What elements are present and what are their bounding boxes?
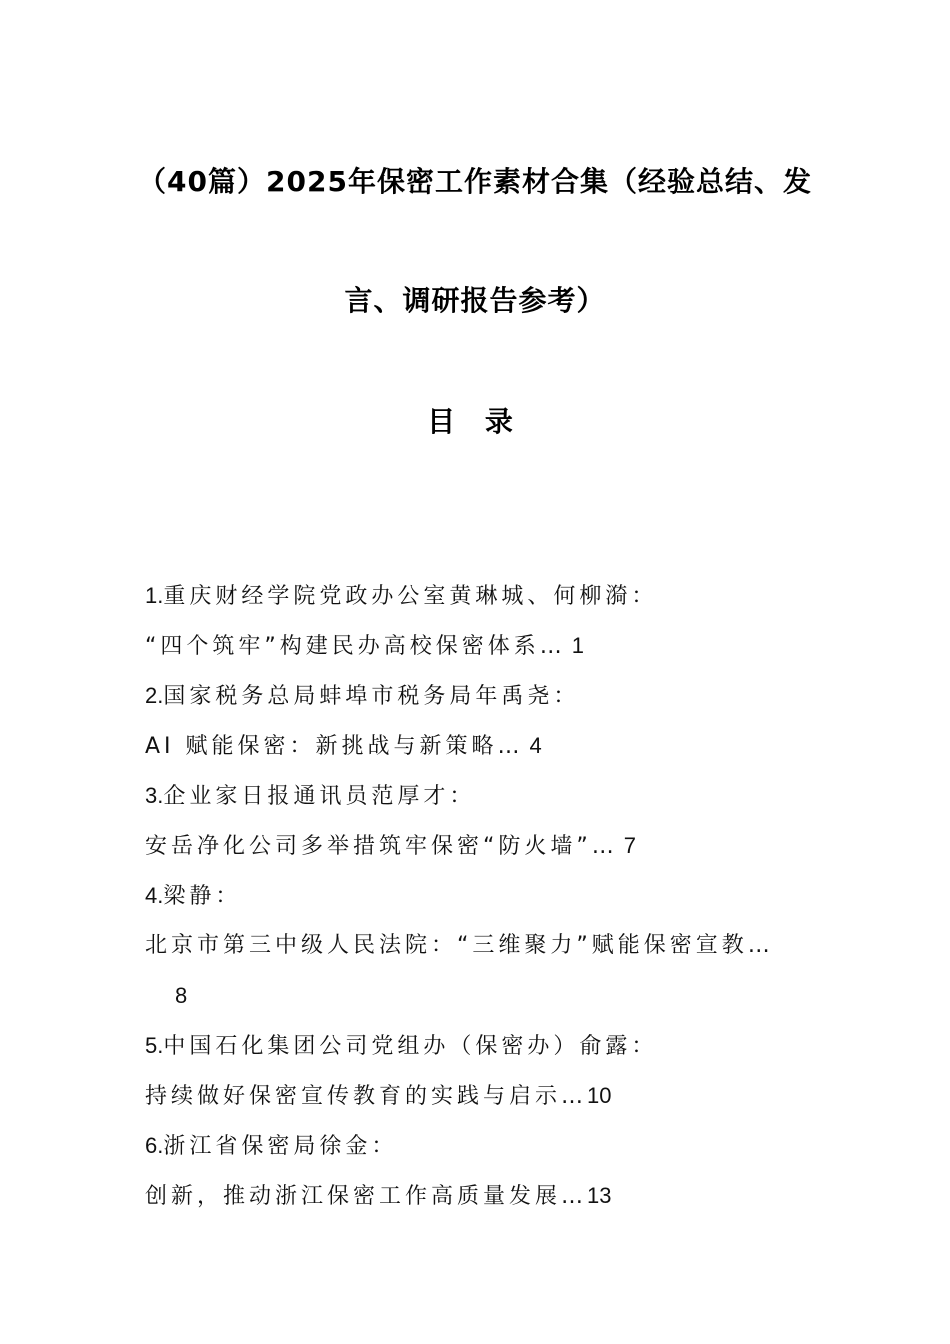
toc-entry-title: AI 赋能保密：新挑战与新策略…	[145, 734, 524, 759]
toc-entry-title: 创新，推动浙江保密工作高质量发展…	[145, 1184, 588, 1209]
toc-entry-2-author-line[interactable]	[145, 681, 579, 712]
toc-entry-3-author-line[interactable]	[145, 781, 475, 812]
toc-entry-page-number: 7	[623, 833, 637, 858]
toc-entry-5-author-line[interactable]	[145, 1031, 657, 1062]
toc-entry-1-author-line[interactable]	[145, 581, 657, 612]
toc-entry-author: 重庆财经学院党政办公室黄琳城、何柳漪：	[163, 584, 658, 609]
toc-entry-author: 国家税务总局蚌埠市税务局年禹尧：	[163, 684, 580, 709]
toc-entry-page-number: 13	[587, 1183, 612, 1208]
toc-entry-4-title-line[interactable]	[145, 931, 774, 961]
document-title-line-1: （40篇）2025年保密工作素材合集（经验总结、发	[138, 165, 812, 198]
toc-entry-5-title-line[interactable]	[145, 1081, 612, 1112]
toc-entry-page-number: 4	[529, 733, 542, 758]
toc-entry-author: 企业家日报通讯员范厚才：	[163, 784, 476, 809]
toc-heading: 目 录	[427, 405, 523, 438]
toc-entry-title: “四个筑牢”构建民办高校保密体系…	[145, 634, 566, 659]
toc-entry-4-author-line[interactable]	[145, 881, 241, 912]
toc-entry-number: 5.	[145, 1033, 164, 1058]
toc-entry-number: 2.	[145, 683, 164, 708]
toc-entry-number: 1.	[145, 583, 164, 608]
toc-entry-title: 北京市第三中级人民法院：“三维聚力”赋能保密宣教…	[145, 933, 774, 958]
toc-entry-number: 4.	[145, 883, 164, 908]
toc-entry-6-author-line[interactable]	[145, 1131, 397, 1162]
toc-entry-page-number: 8	[175, 983, 188, 1008]
toc-entry-title: 安岳净化公司多举措筑牢保密“防火墙”…	[145, 834, 618, 859]
toc-entry-3-title-line[interactable]	[145, 831, 636, 862]
toc-entry-author: 梁静：	[163, 884, 242, 909]
toc-entry-2-title-line[interactable]	[145, 731, 542, 762]
toc-entry-number: 6.	[145, 1133, 164, 1158]
toc-entry-page-number: 1	[571, 633, 585, 658]
toc-entry-6-title-line[interactable]	[145, 1181, 612, 1212]
toc-entry-author: 中国石化集团公司党组办（保密办）俞露：	[163, 1034, 658, 1059]
toc-entry-1-title-line[interactable]	[145, 631, 584, 662]
toc-entry-title: 持续做好保密宣传教育的实践与启示…	[145, 1084, 588, 1109]
toc-entry-page-number: 10	[587, 1083, 612, 1108]
toc-entry-number: 3.	[145, 783, 164, 808]
toc-entry-author: 浙江省保密局徐金：	[163, 1134, 398, 1159]
toc-entry-4-page-line[interactable]	[175, 981, 187, 1012]
document-title-line-2: 言、调研报告参考）	[344, 284, 606, 317]
